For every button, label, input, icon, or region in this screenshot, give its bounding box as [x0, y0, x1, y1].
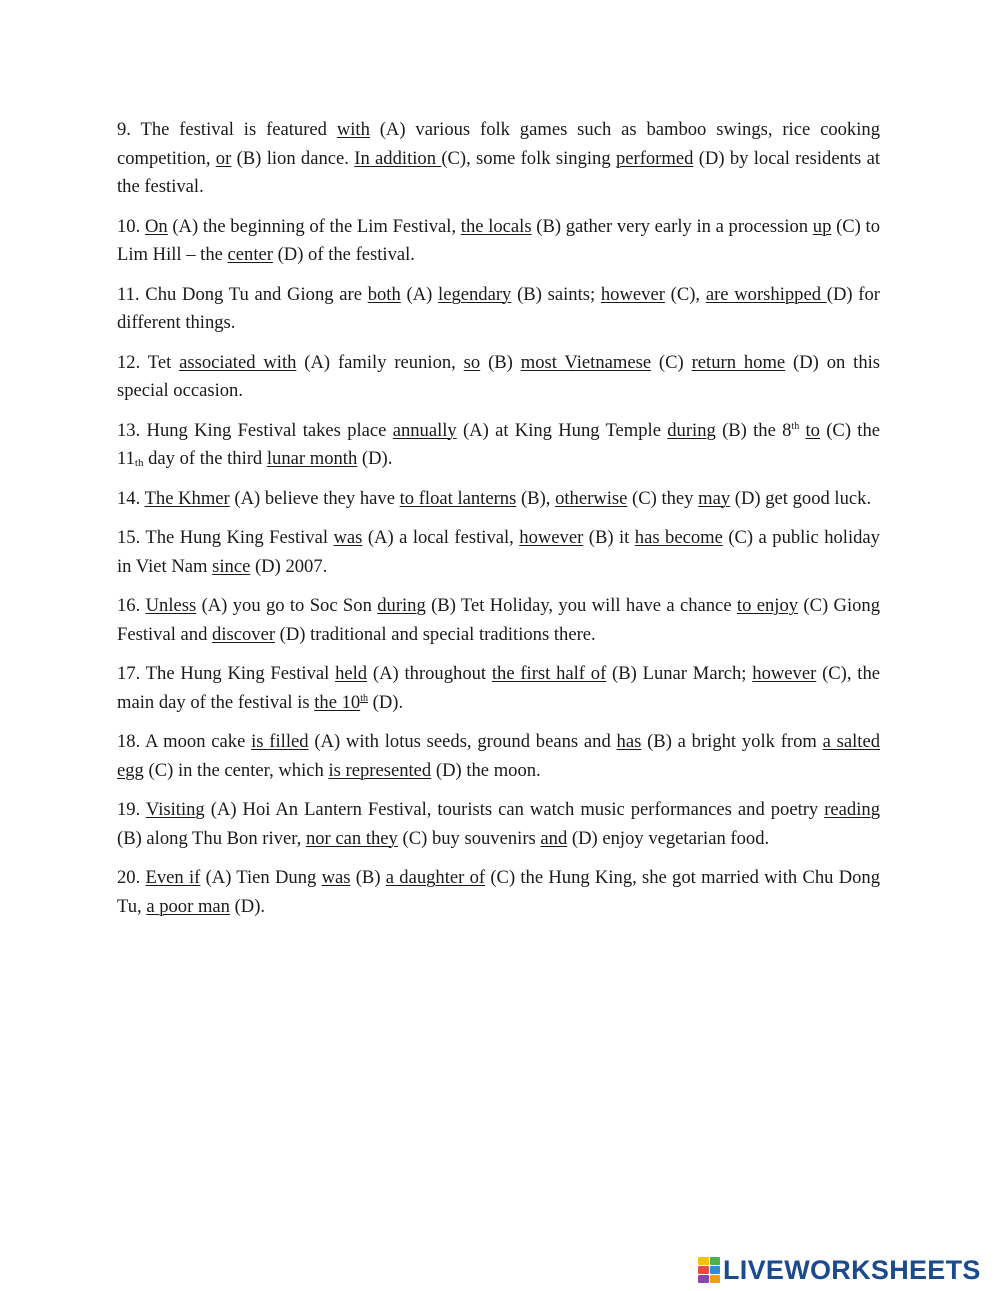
- question-text: (D) 2007.: [250, 555, 328, 577]
- question-text: day of the third: [143, 448, 267, 469]
- underlined-option: to: [805, 419, 820, 441]
- question-q11: [117, 281, 880, 338]
- question-text: (B) Lunar March;: [606, 663, 753, 684]
- question-text: (A) family reunion,: [296, 351, 464, 373]
- question-text: 14.: [117, 487, 145, 509]
- question-text: 16.: [117, 595, 146, 616]
- question-q13: [117, 417, 880, 474]
- underlined-option: otherwise: [555, 487, 628, 509]
- question-q9: [117, 116, 880, 202]
- underlined-option: Unless: [145, 595, 197, 616]
- underlined-option: In addition: [354, 147, 442, 169]
- underlined-option: up: [812, 215, 832, 237]
- question-text: (B) gather very early in a procession: [531, 215, 813, 237]
- question-q16: [117, 592, 880, 649]
- underlined-option: associated with: [179, 351, 297, 373]
- question-q10: [117, 213, 880, 270]
- question-text: (A) Hoi An Lantern Festival, tourists can watch music performances and poetry: [204, 799, 825, 820]
- question-text: 15. The Hung King Festival: [117, 527, 334, 548]
- underlined-option: and: [540, 827, 568, 849]
- underlined-option: is represented: [328, 759, 432, 781]
- question-text: (C): [651, 351, 692, 373]
- question-text: (C) the 11: [117, 419, 880, 469]
- question-q20: [117, 864, 880, 921]
- underlined-option: th: [360, 692, 368, 704]
- question-q19: [117, 796, 880, 853]
- question-text: 17. The Hung King Festival: [117, 663, 336, 684]
- question-text: (B) saints;: [511, 283, 601, 305]
- underlined-option: the 10: [314, 691, 361, 713]
- underlined-option: return home: [691, 351, 786, 373]
- question-text: (D).: [229, 895, 266, 917]
- underlined-option: was: [321, 867, 351, 888]
- logo-block: [710, 1257, 721, 1265]
- question-text: (D) for different things.: [117, 283, 880, 333]
- liveworksheets-brand: [698, 1253, 981, 1287]
- question-q12: [117, 349, 880, 406]
- underlined-option: a poor man: [146, 895, 230, 917]
- question-text: (C) the Hung King, she got married with Chu Dong Tu,: [117, 867, 881, 917]
- question-text: (D) the moon.: [431, 759, 541, 781]
- underlined-option: has become: [634, 527, 723, 548]
- underlined-option: has: [616, 731, 642, 752]
- underlined-option: are worshipped: [705, 283, 827, 305]
- question-text: (C) to Lim Hill – the: [117, 215, 881, 265]
- question-text: (D) traditional and special traditions there.: [275, 623, 596, 645]
- question-text: (D) on this special occasion.: [117, 351, 881, 401]
- underlined-option: with: [336, 119, 370, 140]
- underlined-option: during: [377, 595, 426, 616]
- underlined-option: since: [212, 555, 251, 577]
- question-text: th: [134, 457, 144, 469]
- underlined-option: Even if: [145, 867, 201, 888]
- question-text: (A) Tien Dung: [200, 867, 322, 888]
- question-text: (A): [400, 283, 439, 305]
- underlined-option: the locals: [460, 215, 532, 237]
- question-text: (B) it: [583, 527, 635, 548]
- underlined-option: The Khmer: [144, 487, 230, 509]
- logo-block: [698, 1266, 709, 1274]
- question-text: (C) they: [627, 487, 699, 509]
- question-q18: [117, 728, 880, 785]
- underlined-option: so: [463, 351, 481, 373]
- underlined-option: was: [333, 527, 363, 548]
- underlined-option: however: [752, 663, 817, 684]
- question-text: (A) at King Hung Temple: [456, 419, 668, 441]
- question-text: (A) various folk games such as bamboo swings, rice cooking competition,: [117, 119, 880, 169]
- question-text: (A) throughout: [367, 663, 492, 684]
- question-text: 11. Chu Dong Tu and Giong are: [117, 283, 368, 305]
- question-text: (B) the 8: [715, 419, 792, 441]
- underlined-option: Visiting: [145, 799, 205, 820]
- underlined-option: or: [215, 147, 232, 169]
- question-text: (C), the main day of the festival is: [117, 663, 881, 713]
- underlined-option: most Vietnamese: [520, 351, 652, 373]
- underlined-option: discover: [212, 623, 276, 645]
- underlined-option: reading: [824, 799, 880, 820]
- underlined-option: a daughter of: [385, 867, 486, 888]
- question-text: 19.: [117, 799, 146, 820]
- brand-name: LIVEWORKSHEETS: [723, 1254, 981, 1285]
- question-text: (C), some folk singing: [441, 147, 616, 169]
- underlined-option: nor can they: [305, 827, 398, 849]
- logo-block: [710, 1266, 721, 1274]
- question-text: (A) the beginning of the Lim Festival,: [167, 215, 461, 237]
- question-text: (B): [480, 351, 521, 373]
- question-text: (B) Tet Holiday, you will have a chance: [425, 595, 737, 616]
- underlined-option: performed: [615, 147, 694, 169]
- question-text: (B),: [516, 487, 556, 509]
- underlined-option: the first half of: [491, 663, 607, 684]
- question-text: 12. Tet: [117, 351, 180, 373]
- question-text: 13. Hung King Festival takes place: [117, 419, 393, 441]
- question-text: (B) a bright yolk from: [641, 731, 823, 752]
- question-text: (D) enjoy vegetarian food.: [567, 827, 770, 849]
- underlined-option: is filled: [251, 731, 309, 752]
- underlined-option: held: [335, 663, 368, 684]
- question-q15: [117, 524, 880, 581]
- question-text: (A) a local festival,: [362, 527, 520, 548]
- question-text: (A) believe they have: [229, 487, 400, 509]
- logo-block: [710, 1275, 721, 1283]
- question-text: (D) by local residents at the festival.: [117, 147, 881, 197]
- question-text: 18. A moon cake: [117, 731, 252, 752]
- question-text: (A) with lotus seeds, ground beans and: [308, 731, 617, 752]
- question-text: (C),: [664, 283, 706, 305]
- question-text: 10.: [117, 215, 145, 237]
- question-text: 20.: [117, 867, 146, 888]
- underlined-option: lunar month: [266, 448, 358, 469]
- underlined-option: On: [144, 215, 168, 237]
- logo-block: [698, 1257, 709, 1265]
- question-list: [117, 116, 880, 932]
- question-text: (C) a public holiday in Viet Nam: [117, 527, 880, 577]
- underlined-option: both: [367, 283, 401, 305]
- underlined-option: during: [667, 419, 716, 441]
- underlined-option: a salted egg: [117, 731, 881, 781]
- question-text: th: [791, 420, 800, 432]
- underlined-option: however: [600, 283, 665, 305]
- underlined-option: to float lanterns: [399, 487, 517, 509]
- underlined-option: annually: [392, 419, 457, 441]
- question-text: (C) in the center, which: [143, 759, 329, 781]
- question-text: (B) along Thu Bon river,: [117, 827, 306, 849]
- question-text: (B): [350, 867, 386, 888]
- underlined-option: legendary: [438, 283, 512, 305]
- question-text: (C) buy souvenirs: [397, 827, 541, 849]
- underlined-option: center: [227, 244, 273, 265]
- question-text: (D).: [357, 448, 393, 469]
- question-text: (C) Giong Festival and: [117, 595, 881, 645]
- question-q14: [117, 485, 880, 514]
- logo-block: [698, 1275, 709, 1283]
- underlined-option: may: [698, 487, 731, 509]
- question-text: (D) get good luck.: [730, 487, 872, 509]
- question-text: (D).: [368, 691, 404, 713]
- underlined-option: to enjoy: [736, 595, 799, 616]
- question-q17: [117, 660, 880, 717]
- question-text: (B) lion dance.: [231, 147, 355, 169]
- question-text: 9. The festival is featured: [117, 119, 337, 140]
- underlined-option: however: [519, 527, 584, 548]
- question-text: (D) of the festival.: [272, 244, 415, 265]
- liveworksheets-logo-icon: [698, 1257, 720, 1283]
- question-text: (A) you go to Soc Son: [196, 595, 378, 616]
